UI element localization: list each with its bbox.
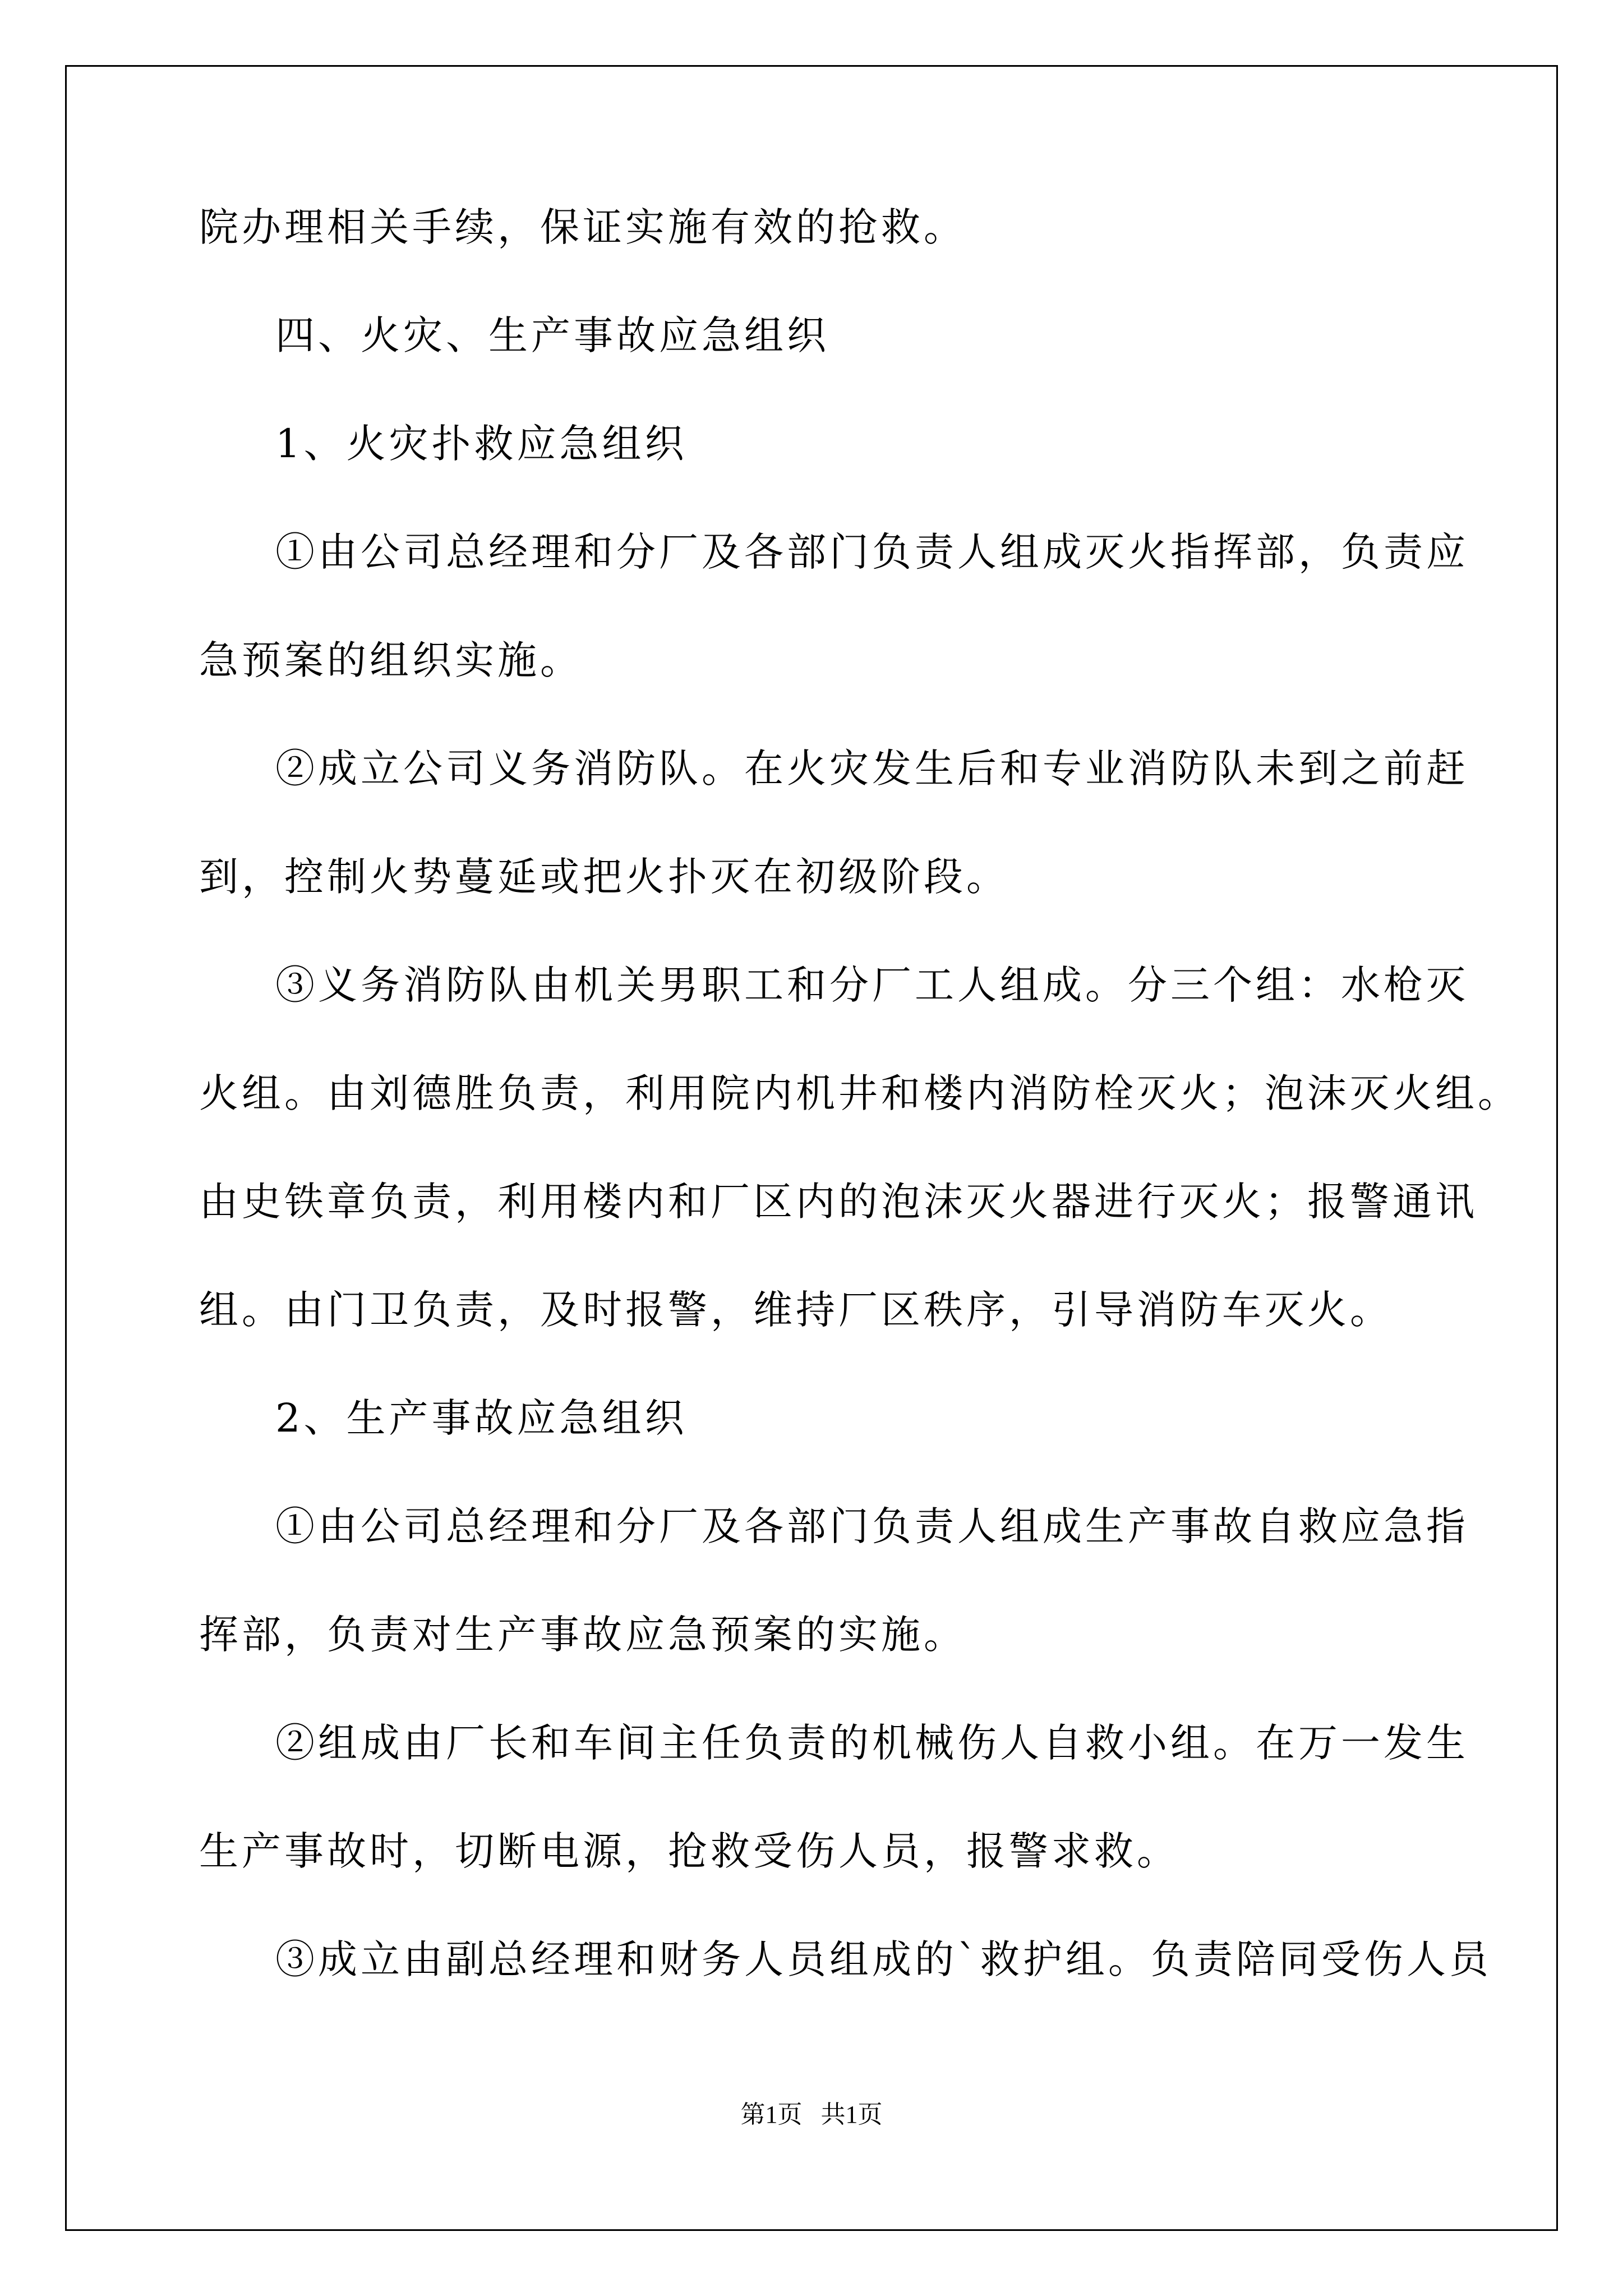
text-line: 急预案的组织实施。 — [199, 637, 583, 683]
page-footer — [0, 2098, 1623, 2132]
subsection-heading: 1、火灾扑救应急组织 — [275, 421, 688, 467]
text-line: 生产事故时，切断电源，抢救受伤人员，报警求救。 — [199, 1828, 1179, 1874]
subsection-heading: 2、生产事故应急组织 — [275, 1395, 688, 1441]
text-line: 由史铁章负责，利用楼内和厂区内的泡沫灭火器进行灭火；报警通讯 — [199, 1179, 1478, 1225]
text-line: ②组成由厂长和车间主任负责的机械伤人自救小组。在万一发生 — [275, 1720, 1469, 1766]
page-border — [65, 65, 1558, 2231]
section-heading: 四、火灾、生产事故应急组织 — [275, 312, 829, 358]
text-line: ①由公司总经理和分厂及各部门负责人组成生产事故自救应急指 — [275, 1503, 1469, 1549]
page-number: 第1页 共1页 — [740, 2101, 883, 2128]
text-line: 挥部，负责对生产事故应急预案的实施。 — [199, 1612, 966, 1658]
text-line: 火组。由刘德胜负责，利用院内机井和楼内消防栓灭火；泡沫灭火组。 — [199, 1070, 1520, 1116]
text-line: ①由公司总经理和分厂及各部门负责人组成灭火指挥部，负责应 — [275, 529, 1469, 575]
text-line: 院办理相关手续，保证实施有效的抢救。 — [199, 204, 966, 250]
text-line: ②成立公司义务消防队。在火灾发生后和专业消防队未到之前赶 — [275, 746, 1469, 792]
text-line: 组。由门卫负责，及时报警，维持厂区秩序，引导消防车灭火。 — [199, 1287, 1393, 1333]
text-line: ③成立由副总经理和财务人员组成的`救护组。负责陪同受伤人员 — [275, 1936, 1492, 1982]
text-line: 到，控制火势蔓延或把火扑灭在初级阶段。 — [199, 854, 1009, 900]
text-line: ③义务消防队由机关男职工和分厂工人组成。分三个组：水枪灭 — [275, 962, 1469, 1008]
